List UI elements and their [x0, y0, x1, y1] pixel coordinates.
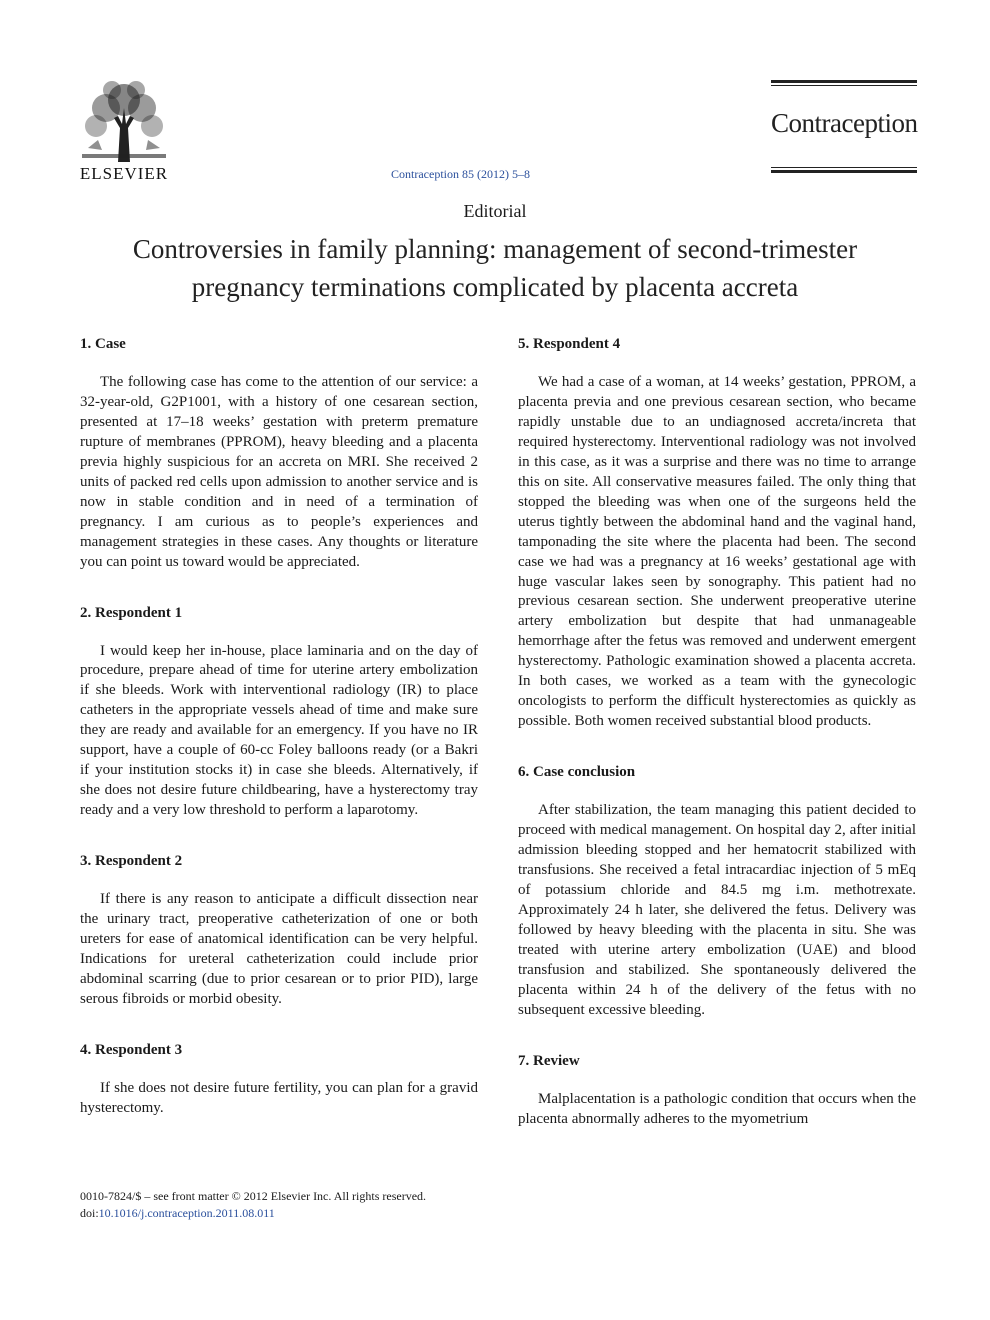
section-heading: 1. Case [80, 336, 126, 352]
section-body: After stabilization, the team managing this patient decided to proceed with medical management. On hospital day 2, after initial admission bleeding stopped and her hematocrit stabilized with transfusions. She received a fetal intracardiac injection of 5 mEq of potassium chloride and 84.5 mg i.m. methotrexate. Approximately 24 h later, she delivered the fetus. Delivery was followed by heavy bleeding with the placenta in situ. She was treated with uterine artery embolization (UAE) and blood transfusion and stabilized. She spontaneously delivered the placenta within 24 h of the delivery of the fetus with no subsequent excessive bleeding. [518, 802, 916, 1018]
journal-title: Contraception [771, 108, 918, 138]
journal-citation-link[interactable]: Contraception 85 (2012) 5–8 [391, 167, 530, 181]
elsevier-tree-icon [78, 78, 170, 162]
page-footer [80, 1188, 426, 1222]
section-case-conclusion [518, 762, 916, 1020]
masthead-rule [771, 80, 917, 83]
masthead-rule [771, 85, 917, 86]
article-title: Controversies in family planning: management of second-trimester pregnancy terminations complicated by placenta accreta [132, 234, 858, 302]
section-case [80, 334, 478, 573]
section-body: If she does not desire future fertility, you can plan for a gravid hysterectomy. [80, 1079, 478, 1116]
article-type: Editorial [463, 201, 527, 221]
doi-prefix: doi: [80, 1206, 99, 1220]
right-column [518, 334, 916, 1160]
journal-masthead [771, 80, 917, 175]
section-heading: 6. Case conclusion [518, 764, 636, 781]
section-body: Malplacentation is a pathologic condition that occurs when the placenta abnormally adheres to the myometrium [518, 1090, 916, 1127]
section-heading: 5. Respondent 4 [518, 336, 621, 352]
section-heading: 2. Respondent 1 [80, 604, 183, 621]
section-body: The following case has come to the attention of our service: a 32-year-old, G2P1001, with a history of one cesarean section, presented at 17–18 weeks’ gestation with preterm premature rupture of membranes (PPROM), heavy bleeding and a placenta previa highly suspicious for an accreta on MRI. She received 2 units of packed red cells upon admission to another service and is now in stable condition and in need of a termination of pregnancy. I am curious as to people’s experiences and management strategies in these cases. Any thoughts or literature you can point us toward would be appreciated. [80, 374, 478, 570]
publisher-logo [78, 78, 170, 184]
section-review [518, 1051, 916, 1130]
doi-line [80, 1205, 426, 1222]
section-body: I would keep her in-house, place laminaria and on the day of procedure, prepare ahead of time for uterine artery embolization if she bleeds. Work with interventional radiology (IR) to place catheters in the appropriate vessels ahead of time and make sure they are ready and available for an emergency. If you have no IR support, have a couple of 60-cc Foley balloons ready (or a Bakri if your institution stocks it) in case she bleeds. Alternatively, if she does not desire future childbearing, have a hysterectomy tray ready and a very low threshold to perform a laparotomy. [80, 642, 478, 819]
masthead-rule [771, 167, 917, 168]
section-heading: 4. Respondent 3 [80, 1041, 183, 1058]
section-respondent-3 [80, 1040, 478, 1119]
section-heading: 7. Review [518, 1052, 580, 1069]
publisher-name: ELSEVIER [79, 164, 169, 183]
section-body: We had a case of a woman, at 14 weeks’ gestation, PPROM, a placenta previa and one previous cesarean section, who became rapidly unstable due to an undiagnosed accreta/increta that required hysterectomy. Interventional radiology was not involved in this case, as it was a surprise and there was no time to arrange this on site. All conservative measures failed. The only thing that stopped the bleeding was when one of the surgeons held the uterus tightly between the abdominal hand and the vaginal hand, tamponading the site where the placenta had been. The second case we had was a pregnancy at 16 weeks’ gestational age with huge vascular lakes seen by sonography. This patient had no previous cesarean section. She underwent preoperative uterine artery embolization but despite that had unmanageable hemorrhage after the fetus was removed and underwent emergent hysterectomy. Pathologic examination showed a placenta accreta. In both cases, we worked as a team with the gynecologic oncologists to perform the difficult hysterectomies as quickly as possible. Both women received substantial blood products. [518, 374, 916, 730]
copyright-line: 0010-7824/$ – see front matter © 2012 Elsevier Inc. All rights reserved. [80, 1189, 427, 1203]
masthead-rule [771, 170, 917, 173]
left-column [80, 334, 478, 1149]
section-respondent-1 [80, 603, 478, 822]
section-heading: 3. Respondent 2 [80, 853, 183, 870]
section-respondent-2 [80, 851, 478, 1010]
section-respondent-4 [518, 334, 916, 732]
section-body: If there is any reason to anticipate a difficult dissection near the urinary tract, preoperative catheterization of one or both ureters for ease of anatomical identification can be very helpful. Indications for ureteral catheterization could include prior abdominal scarring (due to prior cesarean or to prior PID), large serous fibroids or morbid obesity. [80, 891, 478, 1007]
doi-link[interactable]: 10.1016/j.contraception.2011.08.011 [98, 1206, 275, 1220]
